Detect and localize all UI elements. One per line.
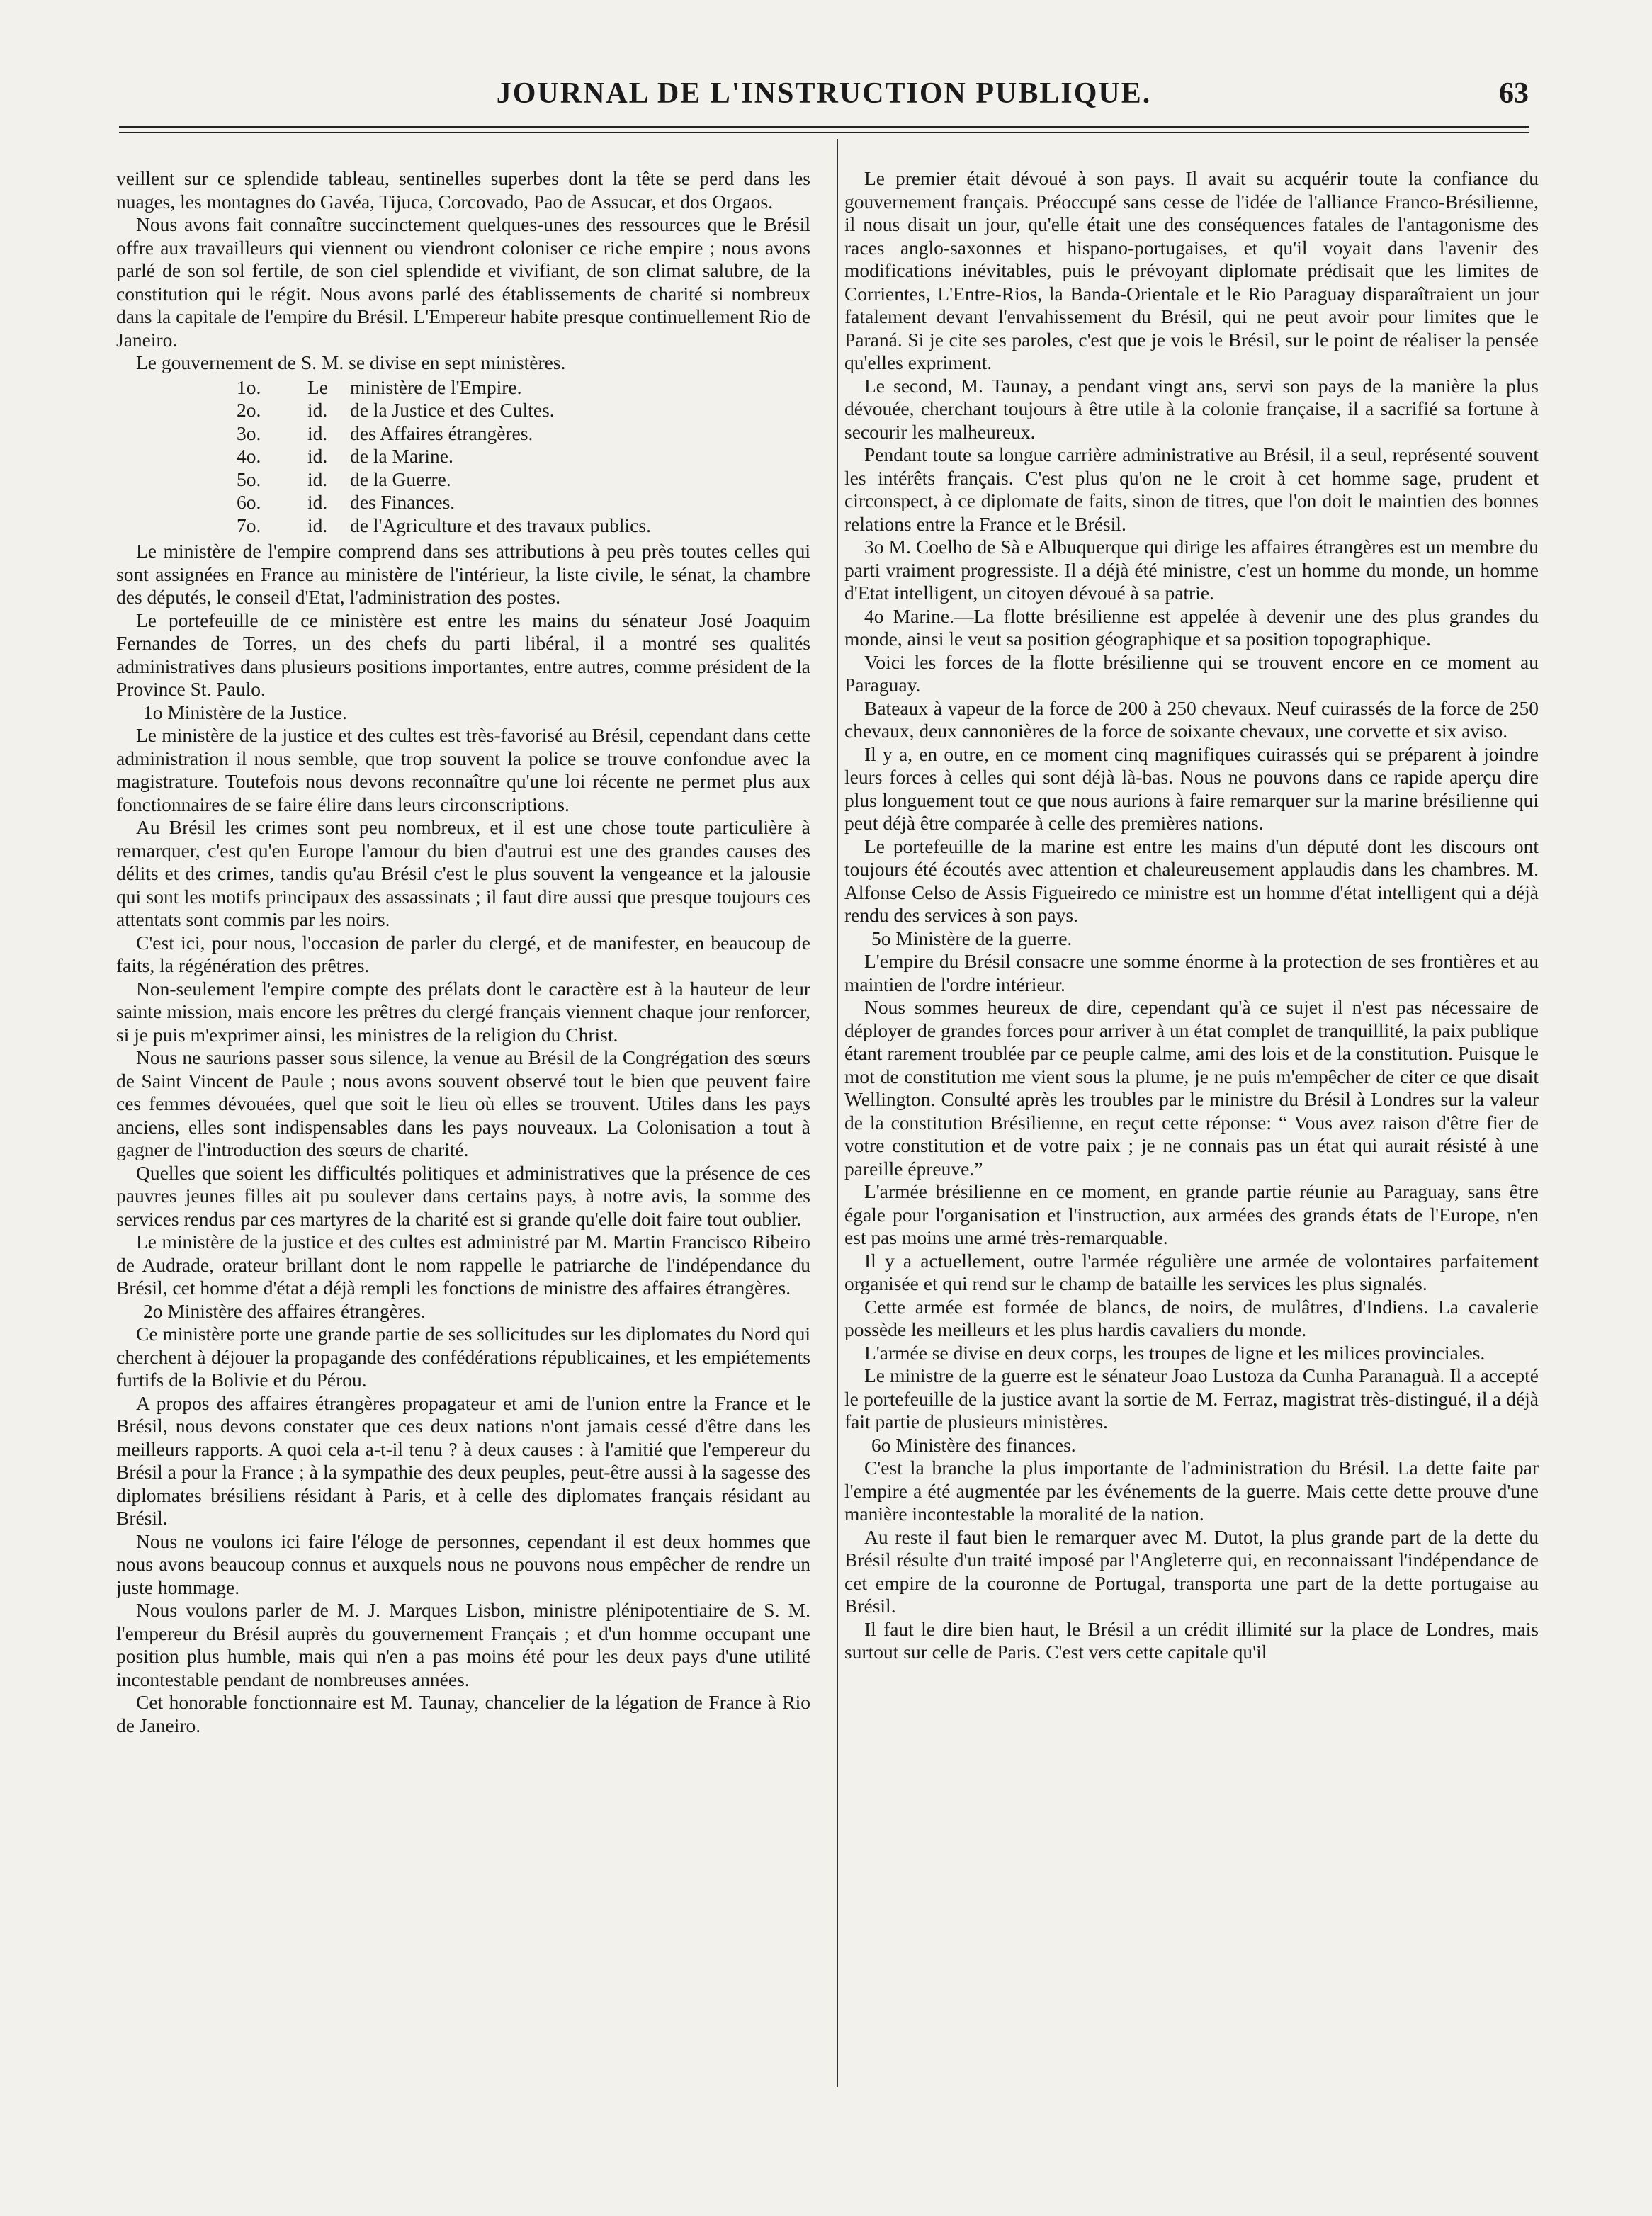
paragraph: Le portefeuille de la marine est entre les mains d'un député dont les discours ont toujours été écoutés avec attention et chaleureusement applaudis dans les chambres. M. Alfonse Celso de Assis Figueiredo ce ministre est un homme d'état intelligent qui a déjà rendu des services à son pays. (844, 835, 1539, 926)
paragraph: Non-seulement l'empire compte des prélats dont le caractère est à la hauteur de leur sainte mission, mais encore les prêtres du clergé français viennent chaque jour renforcer, si je puis m'exprimer ainsi, les ministres de la religion du Christ. (116, 977, 810, 1046)
right-column (844, 167, 1539, 2094)
list-item (237, 514, 810, 538)
page-header (119, 77, 1529, 119)
section-heading: 5o Ministère de la guerre. (871, 927, 1073, 949)
paragraph: Nous ne saurions passer sous silence, la venue au Brésil de la Congrégation des sœurs de Saint Vincent de Paule ; nous avons souvent observé tout le bien que peuvent faire ces femmes dévouées, quel que soit le lieu où elles se trouvent. Utiles dans les pays anciens, elles sont indispensables dans les pays nouveaux. La Colonisation a tout à gagner de l'introduction des sœurs de charité. (116, 1046, 810, 1160)
column-separator (837, 139, 838, 2087)
paragraph: C'est la branche la plus importante de l'administration du Brésil. La dette faite par l'empire a été augmentée par les événements de la guerre. Mais cette dette prouve d'une manière incontestable la moralité de la nation. (844, 1457, 1539, 1525)
section-heading: 1o Ministère de la Justice. (143, 701, 347, 723)
section-heading: 6o Ministère des finances. (871, 1433, 1076, 1456)
paragraph: Au Brésil les crimes sont peu nombreux, et il est une chose toute particulière à remarquer, c'est qu'en Europe l'amour du bien d'autrui est une des grandes causes des délits et des crimes, tandis qu'au Brésil c'est le plus souvent la vengeance et la jalousie qui sont les motifs principaux des assassinats ; il faut dire aussi que presque toujours ces attentats sont commis par les noirs. (116, 816, 810, 930)
ministry-prefix: id. (307, 468, 328, 490)
paragraph: Nous sommes heureux de dire, cependant qu'à ce sujet il n'est pas nécessaire de déployer de grandes forces pour arriver à un état complet de tranquillité, la paix publique étant rarement troublée par ce peuple calme, ami des lois et de la constitution. Puisque le mot de constitution me vient sous la plume, je ne puis m'empêcher de citer ce que disait Wellington. Consulté après les troubles par le ministre du Brésil à Londres sur la valeur de la constitution Brésilienne, en reçut cette réponse: “ Vous avez raison d'être fier de votre constitution et de votre paix ; je ne connais pas un état qui aurait résisté à une pareille épreuve.” (844, 996, 1539, 1180)
paragraph: Le gouvernement de S. M. se divise en sept ministères. (136, 351, 566, 373)
ministry-prefix: Le (307, 375, 329, 398)
header-rule-thin (119, 132, 1529, 133)
paragraph: Nous avons fait connaître succinctement quelques-unes des ressources que le Brésil offre aux travailleurs qui viennent ou viendront coloniser ce riche empire ; nous avons parlé de son sol fertile, de son ciel splendide et vivifiant, de son climat salubre, de la constitution qui le régit. Nous avons parlé des établissements de charité si nombreux dans la capitale de l'empire du Brésil. L'Empereur habite presque continuellement Rio de Janeiro. (116, 213, 810, 351)
ministry-name: de la Marine. (350, 445, 453, 467)
paragraph: Il faut le dire bien haut, le Brésil a un crédit illimité sur la place de Londres, mais surtout sur celle de Paris. C'est vers cette capitale qu'il (844, 1617, 1539, 1663)
paragraph: Le premier était dévoué à son pays. Il avait su acquérir toute la confiance du gouvernement français. Préoccupé sans cesse de l'idée de l'alliance Franco-Brésilienne, il nous disait un jour, qu'elle était une des conséquences fatales de l'antagonisme des races anglo-saxonnes et hispano-portugaises, et qu'il voyait dans l'avenir des modifications inévitables, puis le prévoyant diplomate prédisait que les limites de Corrientes, L'Entre-Rios, la Banda-Orientale et le Rio Paraguay disparaîtraient un jour fatalement devant l'envahissement du Brésil, qui ne peut avoir pour limites que le Paraná. Si je cite ses paroles, c'est que je vois le Brésil, sur le point de réaliser la pensée qu'elles expriment. (844, 167, 1539, 373)
ministry-prefix: id. (307, 422, 328, 444)
left-column (116, 167, 810, 2094)
paragraph: 4o Marine.—La flotte brésilienne est appelée à devenir une des plus grandes du monde, ainsi le veut sa position géographique et sa position topographique. (844, 604, 1539, 650)
paragraph: Voici les forces de la flotte brésilienne qui se trouvent encore en ce moment au Paraguay. (844, 650, 1539, 696)
list-item (237, 399, 810, 422)
ministry-number: 5o. (237, 468, 261, 490)
paragraph: Quelles que soient les difficultés politiques et administratives que la présence de ces pauvres jeunes filles ait pu soulever dans certains pays, à notre avis, la somme des services rendus par ces martyres de la charité est si grande qu'elle doit faire tout oublier. (116, 1161, 810, 1230)
paragraph: L'empire du Brésil consacre une somme énorme à la protection de ses frontières et au maintien de l'ordre intérieur. (844, 950, 1539, 995)
list-item (237, 491, 810, 514)
ministry-number: 3o. (237, 422, 261, 444)
journal-title: JOURNAL DE L'INSTRUCTION PUBLIQUE. (496, 77, 1152, 110)
ministry-name: de la Justice et des Cultes. (350, 399, 555, 421)
paragraph: Pendant toute sa longue carrière administrative au Brésil, il a seul, représenté souvent les intérêts français. C'est plus qu'on ne le croit à cet homme sage, prudent et circonspect, à ce diplomate de faits, sinon de titres, que l'on doit le maintien des bonnes relations entre la France et le Brésil. (844, 443, 1539, 535)
paragraph: Le ministère de la justice et des cultes est très-favorisé au Brésil, cependant dans cette administration il nous semble, que trop souvent la police se trouve confondue avec la magistrature. Toutefois nous devons reconnaître qu'une loi récente ne permet plus aux fonctionnaires de se faire élire dans leurs circonscriptions. (116, 724, 810, 815)
paragraph: L'armée brésilienne en ce moment, en grande partie réunie au Paraguay, sans être égale pour l'organisation et l'instruction, aux armées des grands états de l'Europe, n'en est pas moins une armé très-remarquable. (844, 1180, 1539, 1248)
ministry-number: 1o. (237, 375, 261, 398)
paragraph: Cet honorable fonctionnaire est M. Taunay, chancelier de la légation de France à Rio de Janeiro. (116, 1691, 810, 1736)
paragraph: Le second, M. Taunay, a pendant vingt ans, servi son pays de la manière la plus dévouée, cherchant toujours à être utile à la colonie française, il a sacrifié sa fortune à secourir les malheureux. (844, 374, 1539, 443)
ministry-number: 4o. (237, 445, 261, 467)
ministry-prefix: id. (307, 514, 328, 536)
paragraph: Nous voulons parler de M. J. Marques Lisbon, ministre plénipotentiaire de S. M. l'empereur du Brésil auprès du gouvernement Français ; et d'un homme occupant une position plus humble, mais qui n'en a pas moins été pour les deux pays d'une utilité incontestable pendant de nombreuses années. (116, 1599, 810, 1690)
paragraph: Il y a actuellement, outre l'armée régulière une armée de volontaires parfaitement organisée et qui rend sur le champ de bataille les services les plus signalés. (844, 1249, 1539, 1294)
paragraph: C'est ici, pour nous, l'occasion de parler du clergé, et de manifester, en beaucoup de faits, la régénération des prêtres. (116, 931, 810, 976)
paragraph: Il y a, en outre, en ce moment cinq magnifiques cuirassés qui se préparent à joindre leurs forces à celles qui sont déjà là-bas. Nous ne pouvons dans ce rapide aperçu dire plus longuement tout ce que nous aurions à faire remarquer sur la marine brésilienne qui peut déjà être comparée à celle des premières nations. (844, 742, 1539, 834)
ministry-number: 2o. (237, 399, 261, 421)
page-number: 63 (1499, 77, 1529, 110)
paragraph: Le ministre de la guerre est le sénateur Joao Lustoza da Cunha Paranaguà. Il a accepté le portefeuille de la justice avant la sortie de M. Ferraz, magistrat très-distingué, il a déjà fait partie de plusieurs ministères. (844, 1364, 1539, 1432)
paragraph: veillent sur ce splendide tableau, sentinelles superbes dont la tête se perd dans les nuages, les montagnes do Gavéa, Tijuca, Corcovado, Pao de Assucar, et dos Orgaos. (116, 167, 810, 213)
ministry-name: des Finances. (350, 491, 456, 513)
ministry-prefix: id. (307, 491, 328, 513)
ministries-list (237, 376, 810, 538)
list-item (237, 422, 810, 446)
paragraph: A propos des affaires étrangères propagateur et ami de l'union entre la France et le Brésil, nous devons constater que ces deux nations n'ont jamais cessé d'être dans les meilleurs rapports. A quoi cela a-t-il tenu ? à deux causes : à l'amitié que l'empereur du Brésil a pour la France ; à la sympathie des deux peuples, peut-être aussi à la sagesse des diplomates brésiliens résidant à Paris, et à celle des diplomates français résidant au Brésil. (116, 1391, 810, 1529)
ministry-number: 7o. (237, 514, 261, 536)
list-item (237, 376, 810, 400)
header-rule (119, 126, 1529, 128)
ministry-number: 6o. (237, 491, 261, 513)
paragraph: Cette armée est formée de blancs, de noirs, de mulâtres, d'Indiens. La cavalerie possède les meilleurs et les plus hardis cavaliers du monde. (844, 1295, 1539, 1340)
ministry-prefix: id. (307, 445, 328, 467)
ministry-name: de l'Agriculture et des travaux publics. (350, 514, 651, 536)
paragraph: 3o M. Coelho de Sà e Albuquerque qui dirige les affaires étrangères est un membre du parti vraiment progressiste. Il a déjà été ministre, c'est un homme du monde, un homme d'Etat intelligent, un citoyen dévoué à sa patrie. (844, 536, 1539, 604)
paragraph: Au reste il faut bien le remarquer avec M. Dutot, la plus grande part de la dette du Brésil résulte d'un traité imposé par l'Angleterre qui, en reconnaissant l'indépendance de cet empire de la couronne de Portugal, transporta une part de la dette portugaise au Brésil. (844, 1525, 1539, 1617)
paragraph: L'armée se divise en deux corps, les troupes de ligne et les milices provinciales. (864, 1341, 1486, 1364)
list-item (237, 445, 810, 468)
list-item (237, 468, 810, 492)
section-heading: 2o Ministère des affaires étrangères. (143, 1299, 426, 1322)
ministry-name: de la Guerre. (350, 468, 451, 490)
paragraph: Nous ne voulons ici faire l'éloge de personnes, cependant il est deux hommes que nous avons beaucoup connus et auxquels nous ne pouvons nous empêcher de rendre un juste hommage. (116, 1530, 810, 1598)
ministry-name: des Affaires étrangères. (350, 422, 533, 444)
paragraph: Le portefeuille de ce ministère est entre les mains du sénateur José Joaquim Fernandes de Torres, un des chefs du parti libéral, il a montré ses qualités administratives dans plusieurs positions importantes, entre autres, comme président de la Province St. Paulo. (116, 609, 810, 700)
paragraph: Ce ministère porte une grande partie de ses sollicitudes sur les diplomates du Nord qui cherchent à déjouer la propagande des confédérations républicaines, et les empiétements furtifs de la Bolivie et du Pérou. (116, 1323, 810, 1391)
ministry-name: ministère de l'Empire. (350, 375, 522, 398)
paragraph: Le ministère de l'empire comprend dans ses attributions à peu près toutes celles qui sont assignées en France au ministère de l'intérieur, la liste civile, le sénat, la chambre des députés, le conseil d'Etat, l'administration des postes. (116, 540, 810, 608)
paragraph: Bateaux à vapeur de la force de 200 à 250 chevaux. Neuf cuirassés de la force de 250 chevaux, deux cannonières de la force de soixante chevaux, une corvette et six aviso. (844, 696, 1539, 742)
paragraph: Le ministère de la justice et des cultes est administré par M. Martin Francisco Ribeiro de Audrade, orateur brillant dont le nom rappelle le patriarche de l'indépendance du Brésil, cet homme d'état a déjà rempli les fonctions de ministre des affaires étrangères. (116, 1231, 810, 1299)
ministry-prefix: id. (307, 399, 328, 421)
